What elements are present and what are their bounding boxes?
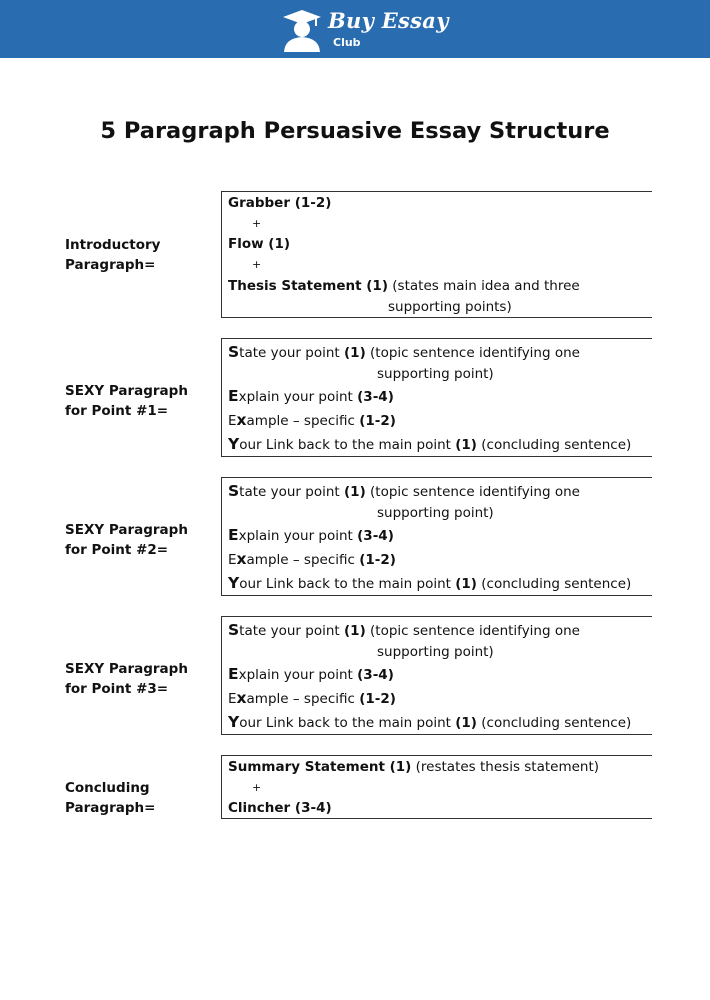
link-text: our Link back to the main point [239, 437, 456, 453]
example-text: ample – specific [246, 413, 360, 429]
link-note: (concluding sentence) [476, 437, 632, 453]
conclusion-box [221, 755, 652, 819]
sexy3-label-line2: for Point #3= [65, 681, 169, 697]
link-line [228, 574, 631, 592]
summary-note: (restates thesis statement) [411, 759, 600, 775]
explain-count: (3-4) [357, 389, 394, 405]
cap-letter: S [228, 482, 240, 500]
link-note: (concluding sentence) [476, 715, 632, 731]
explain-line [228, 387, 394, 405]
conclusion-label-line2: Paragraph= [65, 800, 156, 816]
example-line [228, 411, 396, 429]
conclusion-label [65, 778, 155, 818]
thesis-line [228, 278, 580, 294]
summary-bold: Summary Statement (1) [228, 759, 412, 775]
plus-sign: + [252, 781, 262, 794]
graduate-head-icon [281, 8, 323, 52]
state-text: tate your point [239, 345, 344, 361]
example-prefix: E [228, 552, 237, 568]
cap-letter: E [228, 387, 239, 405]
sexy2-label-line1: SEXY Paragraph [65, 522, 188, 538]
thesis-note-continued: supporting points) [388, 299, 512, 315]
brand-subtitle: Club [333, 36, 361, 49]
sexy1-label [65, 381, 188, 421]
flow-line: Flow (1) [228, 236, 291, 252]
example-line [228, 550, 396, 568]
state-note: (topic sentence identifying one [365, 623, 580, 639]
thesis-note: (states main idea and three [388, 278, 580, 294]
conclusion-label-line1: Concluding [65, 780, 150, 796]
state-note: (topic sentence identifying one [365, 484, 580, 500]
cap-letter: S [228, 621, 240, 639]
summary-line [228, 759, 599, 775]
link-count: (1) [455, 715, 477, 731]
state-line [228, 343, 580, 361]
cap-letter: Y [228, 574, 240, 592]
sexy2-label [65, 520, 188, 560]
example-line [228, 689, 396, 707]
explain-count: (3-4) [357, 528, 394, 544]
state-note: (topic sentence identifying one [365, 345, 580, 361]
intro-box [221, 191, 652, 318]
example-text: ample – specific [246, 691, 360, 707]
link-text: our Link back to the main point [239, 576, 456, 592]
state-note-continued: supporting point) [377, 505, 494, 521]
explain-line [228, 665, 394, 683]
thesis-bold: Thesis Statement (1) [228, 278, 388, 294]
link-text: our Link back to the main point [239, 715, 456, 731]
link-count: (1) [455, 437, 477, 453]
site-logo[interactable] [281, 6, 449, 52]
example-count: (1-2) [359, 552, 396, 568]
state-count: (1) [344, 623, 366, 639]
sexy2-box [221, 477, 652, 596]
intro-label [65, 235, 160, 275]
state-note-continued: supporting point) [377, 644, 494, 660]
example-count: (1-2) [359, 691, 396, 707]
state-text: tate your point [239, 484, 344, 500]
cap-letter: E [228, 665, 239, 683]
example-text: ample – specific [246, 552, 360, 568]
state-count: (1) [344, 484, 366, 500]
example-prefix: E [228, 413, 237, 429]
cap-letter: x [236, 550, 247, 568]
explain-count: (3-4) [357, 667, 394, 683]
sexy3-label [65, 659, 188, 699]
example-count: (1-2) [359, 413, 396, 429]
state-note-continued: supporting point) [377, 366, 494, 382]
site-header [0, 0, 710, 58]
sexy2-label-line2: for Point #2= [65, 542, 169, 558]
cap-letter: Y [228, 713, 240, 731]
sexy1-label-line1: SEXY Paragraph [65, 383, 188, 399]
explain-text: xplain your point [238, 528, 358, 544]
page-title: 5 Paragraph Persuasive Essay Structure [100, 118, 610, 144]
link-count: (1) [455, 576, 477, 592]
brand-name: Buy Essay [328, 8, 449, 33]
sexy3-box [221, 616, 652, 735]
sexy3-label-line1: SEXY Paragraph [65, 661, 188, 677]
grabber-line: Grabber (1-2) [228, 195, 332, 211]
explain-text: xplain your point [238, 389, 358, 405]
cap-letter: S [228, 343, 240, 361]
intro-label-line2: Paragraph= [65, 257, 156, 273]
state-line [228, 621, 580, 639]
cap-letter: E [228, 526, 239, 544]
example-prefix: E [228, 691, 237, 707]
intro-label-line1: Introductory [65, 237, 161, 253]
cap-letter: Y [228, 435, 240, 453]
link-line [228, 435, 631, 453]
plus-sign: + [252, 217, 262, 230]
sexy1-label-line2: for Point #1= [65, 403, 169, 419]
explain-line [228, 526, 394, 544]
plus-sign: + [252, 258, 262, 271]
cap-letter: x [236, 689, 247, 707]
state-count: (1) [344, 345, 366, 361]
explain-text: xplain your point [238, 667, 358, 683]
sexy1-box [221, 338, 652, 457]
state-line [228, 482, 580, 500]
link-note: (concluding sentence) [476, 576, 632, 592]
state-text: tate your point [239, 623, 344, 639]
clincher-line: Clincher (3-4) [228, 800, 332, 816]
cap-letter: x [236, 411, 247, 429]
link-line [228, 713, 631, 731]
